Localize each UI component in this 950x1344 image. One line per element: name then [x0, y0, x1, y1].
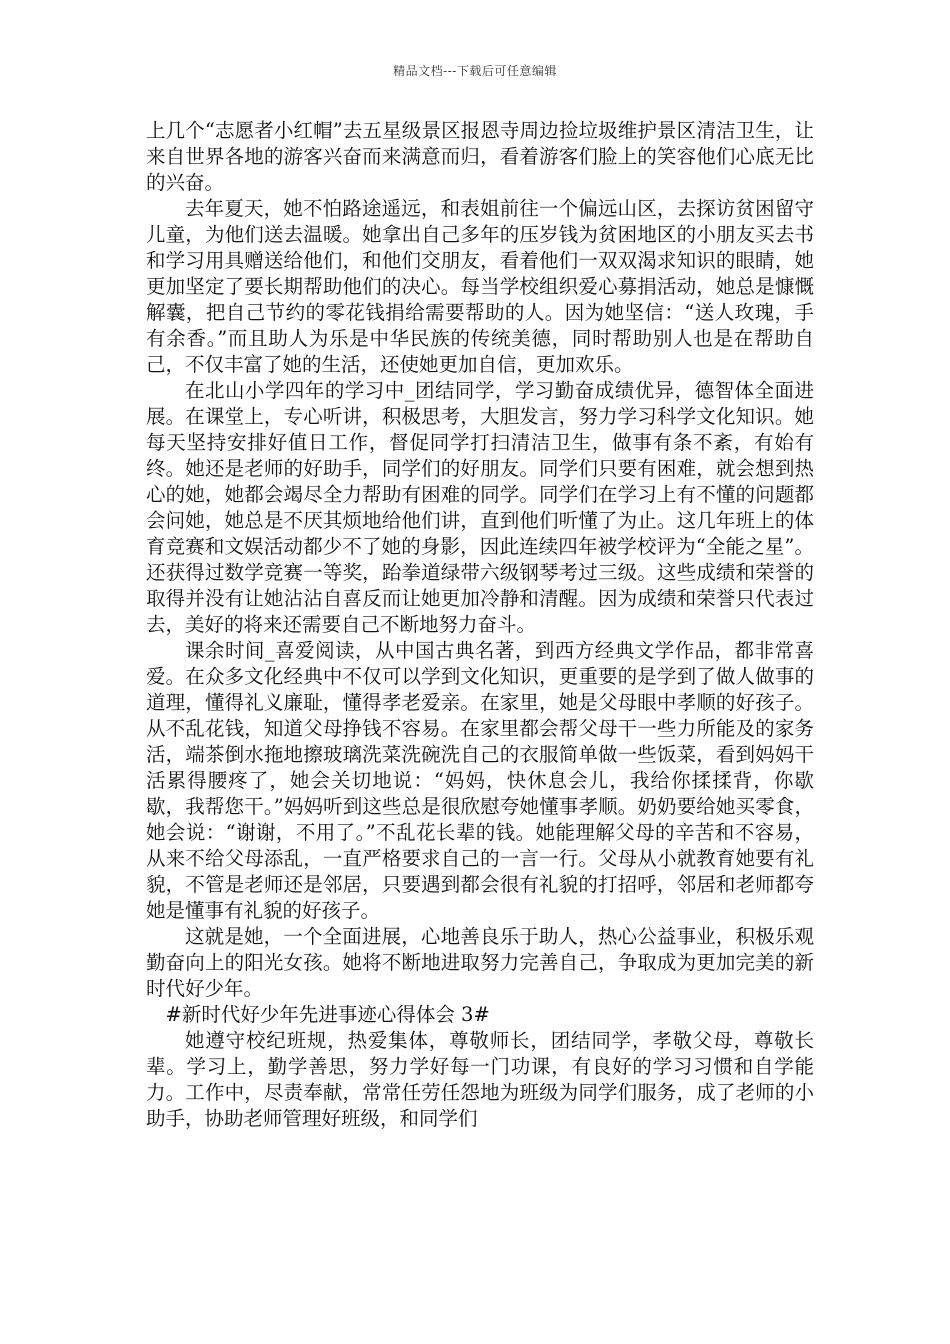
section-heading: #新时代好少年先进事迹心得体会 3#	[165, 1003, 490, 1026]
paragraph-reading-family: 课余时间_喜爱阅读，从中国古典名著，到西方经典文学作品，都非常喜爱。在众多文化经典中不仅可以学到文化知识，更重要的是学到了做人做事的道理，懂得礼义廉耻，懂得孝老爱亲。在家里，她是父母眼中孝顺的好孩子。从不乱花钱，知道父母挣钱不容易。在家里都会帮父母干一些力所能及的家务活，端茶倒水拖地擦玻璃洗菜洗碗洗自己的衣服简单做一些饭菜，看到妈妈干活累得腰疼了，她会关切地说：“妈妈，快休息会儿，我给你揉揉背，你歇歇，我帮您干。”妈妈听到这些总是很欣慰夸她懂事孝顺。奶奶要给她买零食，她会说：“谢谢，不用了。”不乱花长辈的钱。她能理解父母的辛苦和不容易，从来不给父母添乱，一直严格要求自己的一言一行。父母从小就教育她要有礼貌，不管是老师还是邻居，只要遇到都会很有礼貌的打招呼，邻居和老师都夸她是懂事有礼貌的好孩子。	[146, 639, 814, 922]
paragraph-section3-start: 她遵守校纪班规，热爱集体，尊敬师长，团结同学，孝敬父母，尊敬长辈。学习上，勤学善思，努力学好每一门功课，有良好的学习习惯和自学能力。工作中，尽责奉献，常常任劳任怨地为班级为同学们服务，成了老师的小助手，协助老师管理好班级，和同学们	[146, 1029, 814, 1130]
page-header: 精品文档---下载后可任意编辑	[393, 64, 557, 78]
document-body	[146, 118, 814, 1132]
paragraph-continuation: 上几个“志愿者小红帽”去五星级景区报恩寺周边捡垃圾维护景区清洁卫生，让来自世界各地的游客兴奋而来满意而归，看着游客们脸上的笑容他们心底无比的兴奋。	[146, 119, 814, 194]
paragraph-summer-visit: 去年夏天，她不怕路途遥远，和表姐前往一个偏远山区，去探访贫困留守儿童，为他们送去温暖。她拿出自己多年的压岁钱为贫困地区的小朋友买去书和学习用具赠送给他们，和他们交朋友，看着他们一双双渴求知识的眼睛，她更加坚定了要长期帮助他们的决心。每当学校组织爱心募捐活动，她总是慷慨解囊，把自己节约的零花钱捐给需要帮助的人。因为她坚信：“送人玫瑰，手有余香。”而且助人为乐是中华民族的传统美德，同时帮助别人也是在帮助自己，不仅丰富了她的生活，还使她更加自信，更加欢乐。	[146, 197, 814, 376]
paragraph-school-study: 在北山小学四年的学习中_团结同学，学习勤奋成绩优异，德智体全面进展。在课堂上，专心听讲，积极思考，大胆发言，努力学习科学文化知识。她每天坚持安排好值日工作，督促同学打扫清洁卫生，做事有条不紊，有始有终。她还是老师的好助手，同学们的好朋友。同学们只要有困难，就会想到热心的她，她都会竭尽全力帮助有困难的同学。同学们在学习上有不懂的问题都会问她，她总是不厌其烦地给他们讲，直到他们听懂了为止。这几年班上的体育竞赛和文娱活动都少不了她的身影，因此连续四年被学校评为“全能之星”。还获得过数学竞赛一等奖，跆拳道绿带六级钢琴考过三级。这些成绩和荣誉的取得并没有让她沾沾自喜反而让她更加冷静和清醒。因为成绩和荣誉只代表过去，美好的将来还需要自己不断地努力奋斗。	[146, 379, 814, 636]
paragraph-summary: 这就是她，一个全面进展，心地善良乐于助人，热心公益事业，积极乐观勤奋向上的阳光女孩。她将不断地进取努力完善自己，争取成为更加完美的新时代好少年。	[146, 925, 814, 1000]
